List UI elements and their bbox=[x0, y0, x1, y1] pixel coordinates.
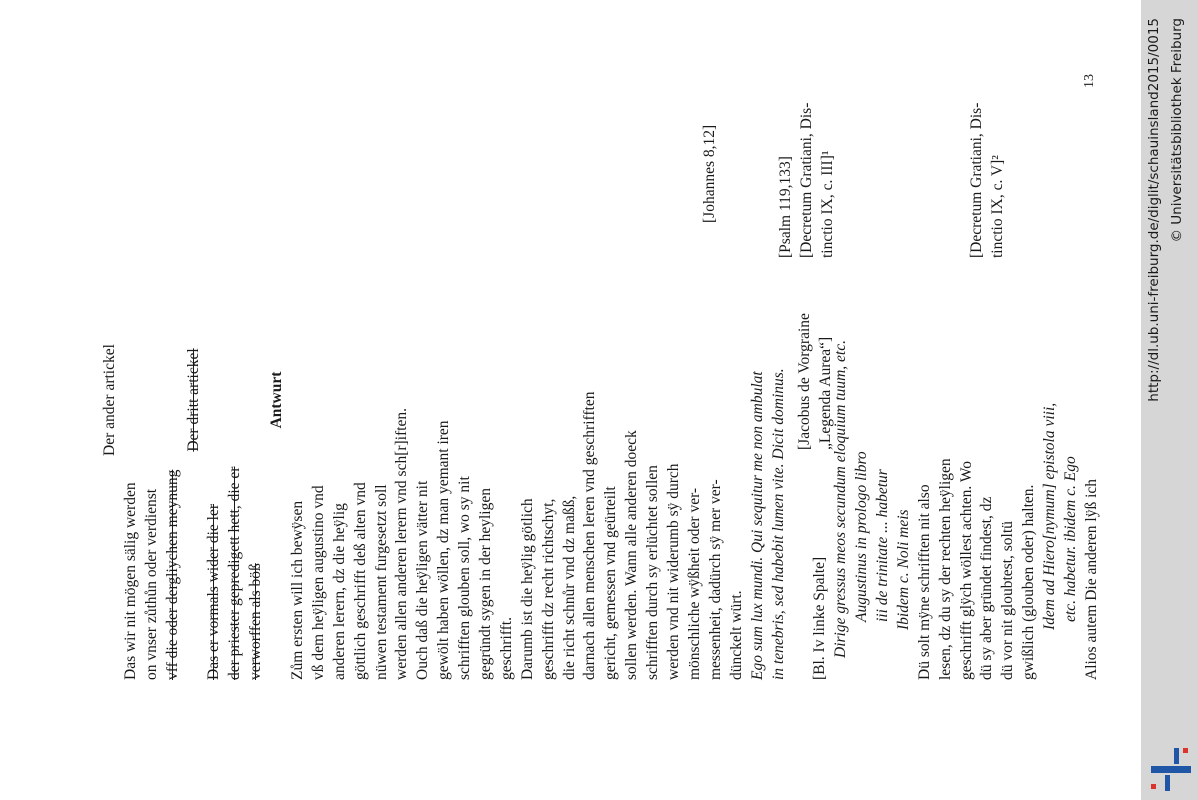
text-line: schrifften glouben soll, wo sy nit bbox=[456, 476, 474, 680]
text-line: on vnser zůthůn oder verdienst bbox=[142, 488, 160, 680]
main-text-column bbox=[100, 120, 1103, 680]
margin-note-line: „Legenda Aurea“] bbox=[816, 336, 834, 450]
text-line: Der dritt artickel bbox=[184, 348, 202, 452]
text-line: werden vnd nit widerumb sÿ durch bbox=[665, 463, 683, 680]
copyright-notice: © Universitätsbibliothek Freiburg bbox=[1169, 18, 1185, 243]
text-line: anderen lerern, dz die heÿlig bbox=[330, 503, 348, 680]
text-line: geschrifft dz recht richtschyt, bbox=[539, 498, 557, 680]
text-line: mönschliche wÿßheit oder ver- bbox=[685, 487, 703, 680]
text-line: gegründt sygen in der heyligen bbox=[477, 488, 495, 680]
text-line: werden allen anderen lerern vnd sch[r]iften. bbox=[393, 408, 411, 680]
margin-note-johannes bbox=[700, 125, 721, 223]
margin-note-jacobus bbox=[795, 313, 837, 450]
text-line: Das wir nit mögen sälig werden bbox=[121, 482, 139, 680]
text-line: Zům ersten will ich bewÿsen bbox=[289, 500, 307, 680]
text-line: in tenebris, sed habebit lumen vite. Dicit dominus. bbox=[769, 368, 787, 680]
text-line: [Bl. Iv linke Spalte] bbox=[811, 556, 829, 680]
text-line: nüwen testament furgesetzt soll bbox=[372, 484, 390, 680]
text-line: dü vor nit gloubtest, soltü bbox=[999, 521, 1017, 680]
footer-text bbox=[1141, 0, 1198, 800]
text-line: Idem ad Hiero[nymum] epistola viii, bbox=[1041, 402, 1059, 630]
text-line: dünckelt würt. bbox=[727, 590, 745, 680]
text-line: Das er vormals wider die ler bbox=[205, 503, 223, 680]
text-line: Ouch daß die heÿligen vätter nit bbox=[414, 480, 432, 680]
text-line: dü sy aber gründet findest, dz bbox=[978, 496, 996, 680]
margin-note-decretum-2 bbox=[967, 103, 1009, 258]
text-line: iii de trinitate ... habetur bbox=[873, 469, 891, 622]
text-line: gewölt haben wöllen, dz man yemant iren bbox=[435, 420, 453, 680]
text-line: Alios autem Die anderen lÿß ich bbox=[1082, 478, 1100, 680]
page-number: 13 bbox=[1082, 74, 1097, 88]
text-line: verworffen als böß bbox=[247, 563, 265, 680]
text-line: lesen, dz du sy der rechten heÿligen bbox=[936, 458, 954, 680]
text-line: geschrifft glÿch wöllest achten. Wo bbox=[957, 461, 975, 680]
text-line: Dirige gressus meos secundum eloquium tuum, etc. bbox=[832, 340, 850, 658]
text-line: Ego sum lux mundi. Qui sequitur me non ambulat bbox=[748, 371, 766, 680]
margin-note-line: [Jacobus de Vorgraine bbox=[796, 313, 813, 450]
text-line: sollen werden. Wann alle anderen doeck bbox=[623, 430, 641, 680]
margin-note-psalm-decretum bbox=[776, 103, 839, 258]
text-line: Antwurt bbox=[268, 371, 286, 429]
margin-note-line: [Decretum Gratiani, Dis- bbox=[797, 102, 815, 258]
margin-note-line: tinctio IX, c. V]² bbox=[988, 155, 1006, 258]
text-line: darnach allen menschen leren vnd geschrifften bbox=[581, 391, 599, 680]
source-url[interactable]: http://dl.ub.uni-freiburg.de/diglit/schauinsland2015/0015 bbox=[1146, 18, 1162, 402]
text-line: vß dem heÿligen augustino vnd bbox=[309, 485, 327, 680]
text-line: vff die oder dergliychen meynung bbox=[163, 469, 181, 680]
margin-note-line: [Psalm 119,133] bbox=[777, 156, 794, 258]
text-line: messenheit, dadürch sÿ mer ver- bbox=[706, 479, 724, 680]
text-line: schrifften durch sy erlüchtet sollen bbox=[644, 465, 662, 680]
text-line: Der ander artickel bbox=[101, 344, 118, 456]
margin-note-line: tinctio IX, c. III]¹ bbox=[818, 150, 836, 258]
text-line: gwißlich (glouben oder) halten. bbox=[1020, 484, 1038, 680]
text-line: der priester gepredigett hett, die er bbox=[226, 466, 244, 680]
text-line: geschrifft. bbox=[497, 617, 515, 680]
text-line: etc. habetur. ibidem c. Ego bbox=[1061, 456, 1079, 622]
text-line: Augustinus in prologo libro bbox=[853, 451, 871, 622]
text-line: die richt schnůr vnd dz maßß, bbox=[560, 495, 578, 680]
margin-note-line: [Johannes 8,12] bbox=[701, 124, 718, 223]
text-line: Darumb ist die heÿlig götlich bbox=[518, 498, 536, 680]
text-line: gericht, gemessen vnd geürteilt bbox=[602, 486, 620, 680]
text-line: Ibidem c. Noli meis bbox=[894, 509, 912, 630]
text-line: göttlich geschrifft deß alten vnd bbox=[351, 482, 369, 680]
ub-freiburg-logo-icon bbox=[1148, 744, 1194, 792]
text-line: Dü solt mÿne schrifften nit also bbox=[915, 484, 933, 680]
margin-note-line: [Decretum Gratiani, Dis- bbox=[968, 102, 985, 258]
